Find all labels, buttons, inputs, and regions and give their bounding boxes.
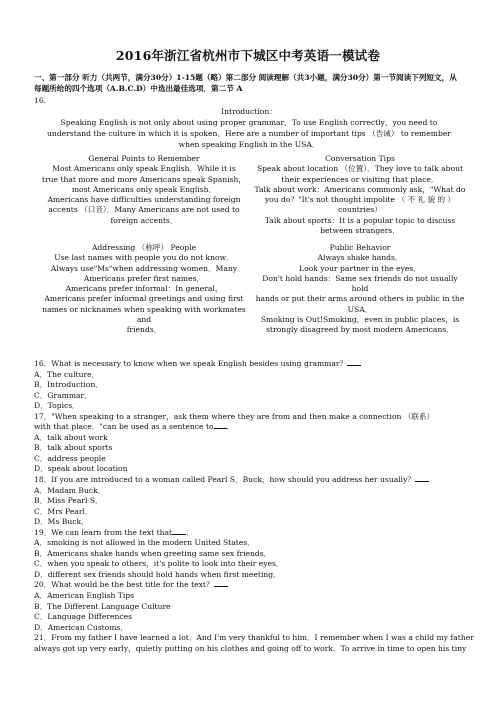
answer-blank[interactable]: [347, 359, 361, 366]
block-line: names or nicknames when speaking with workmates and: [42, 304, 246, 325]
question-number: 16.: [34, 96, 47, 105]
block-title: Public Behavior: [329, 243, 391, 252]
conversation-tips-block: [254, 154, 466, 236]
page-title: 2016年浙江省杭州市下城区中考英语一模试卷: [115, 48, 381, 63]
block-line: countries）: [338, 205, 382, 215]
option[interactable]: D．Ms Buck．: [34, 517, 89, 527]
block-line: Americans have difficulties understanding foreign: [47, 195, 241, 205]
block-line: Use last names with people you do not know．: [54, 253, 234, 263]
block-title: Addressing （称呼） People: [91, 243, 197, 252]
option[interactable]: B．Americans shake hands when greeting same sex friends．: [34, 548, 272, 558]
option[interactable]: A．Madam Buck．: [34, 485, 106, 495]
option[interactable]: A．smoking is not allowed in the modern United States．: [34, 538, 255, 548]
block-line: USA．: [347, 304, 373, 314]
option[interactable]: C．Mrs Pearl．: [34, 506, 93, 516]
question-stem: 19．We can learn from the text that ．: [34, 527, 194, 537]
option[interactable]: C．Language Differences: [34, 612, 132, 622]
block-title: Conversation Tips: [325, 154, 395, 163]
block-line: Talk about sports：It is a popular topic to discuss: [264, 215, 456, 225]
question-stem-cont: with that place．"can be used as a sentence to ．: [34, 422, 235, 432]
public-behavior-block: [254, 243, 466, 336]
general-points-block: [34, 154, 254, 226]
block-line: Smoking is Out!Smoking，even in public places，is: [260, 315, 460, 325]
question-stem: 20．What would be the best title for the text？: [34, 580, 464, 591]
option[interactable]: B．The Different Language Culture: [34, 601, 171, 611]
block-line: Look your partner in the eyes．: [299, 263, 421, 273]
block-line: Always shake hands．: [317, 253, 403, 263]
block-line: their experiences or visiting that place．: [281, 174, 439, 184]
block-line: hands or put their arms around others in public in the: [255, 294, 465, 304]
block-line: Americans prefer informal greetings and using first: [44, 294, 244, 304]
option[interactable]: B．Introduction．: [34, 380, 103, 390]
answer-blank[interactable]: [214, 580, 228, 587]
block-line: Talk about work：Americans commonly ask，"What do: [254, 184, 466, 194]
question-21-line: 21．From my father I have learned a lot．And I'm very thankful to him．I remember when I was a child my father: [34, 633, 474, 643]
option[interactable]: A．American English Tips: [34, 591, 135, 601]
option[interactable]: D．speak about location: [34, 464, 128, 474]
block-line: foreign accents．: [110, 215, 178, 225]
option[interactable]: D．American Customs．: [34, 622, 128, 632]
block-title: General Points to Remember: [88, 154, 200, 163]
block-line: Don't hold hands：Same sex friends do not usually hold: [262, 273, 458, 294]
block-line: strongly disagreed by most modern Americans．: [266, 325, 454, 335]
question-stem: 17．"When speaking to a stranger，ask them where they are from and then make a connection （联系）: [34, 411, 435, 421]
intro-line: Speaking English is not only about using proper grammar．To use English correctly，you need to: [60, 118, 438, 127]
block-line: you do？"It's not thought impolite （ 不 礼 貌 的 ）: [264, 195, 456, 205]
option[interactable]: C．Grammar．: [34, 390, 92, 400]
block-line: Most Americans only speak English．While it is: [52, 164, 236, 174]
block-line: Speak about location （位置）．They love to talk about: [256, 164, 464, 174]
answer-blank[interactable]: [172, 528, 186, 535]
question-stem: 16．What is necessary to know when we speak English besides using grammar？: [34, 359, 464, 370]
intro-line: when speaking English in the USA．: [178, 140, 320, 149]
answer-blank[interactable]: [214, 422, 227, 429]
block-line: between strangers．: [320, 226, 400, 236]
questions-list: [34, 359, 474, 654]
block-line: most Americans only speak English．: [71, 184, 217, 194]
option[interactable]: A．The culture．: [34, 369, 100, 379]
option[interactable]: B．talk about sports: [34, 443, 113, 453]
question-21-line: always got up very early，quietly putting on his clothes and going off to work．To arrive in time to open his tiny: [34, 643, 467, 653]
option[interactable]: A．talk about work: [34, 432, 108, 442]
passage-heading: Introduction：: [221, 107, 277, 116]
option[interactable]: C．when you speak to others，it's polite to look into their eyes．: [34, 559, 284, 569]
block-line: Americans prefer first names．: [83, 273, 205, 283]
question-stem: 18．If you are introduced to a woman called Pearl S．Buck，how should you address her usually？: [34, 475, 464, 486]
block-line: accents （口音）．Many Americans are not used to: [48, 205, 240, 215]
option[interactable]: D．Topics．: [34, 401, 80, 411]
option[interactable]: D．different sex friends should hold hands when first meeting．: [34, 569, 281, 579]
block-line: friends．: [126, 325, 162, 335]
answer-blank[interactable]: [415, 475, 429, 482]
option[interactable]: C．address people: [34, 453, 106, 463]
option[interactable]: B．Miss Pearl S．: [34, 496, 103, 506]
block-line: true that more and more Americans speak Spanish，: [41, 174, 247, 184]
block-line: Always use"Ms"when addressing women．Many: [50, 263, 238, 273]
block-line: Americans prefer informal：In general，: [65, 284, 223, 294]
section-heading: 一、第一部分 听力（共两节，满分30分）1-15题（略）第二部分 阅读理解（共3小题，满分30分）第一节阅读下列短文，从每题所给的四个选项（A.B.C.D）中选出最佳选项．第二节 A: [34, 73, 457, 93]
addressing-people-block: [34, 243, 254, 336]
intro-line: understand the culture in which it is spoken．Here are a number of important tips （告诫） to remember: [47, 129, 451, 138]
